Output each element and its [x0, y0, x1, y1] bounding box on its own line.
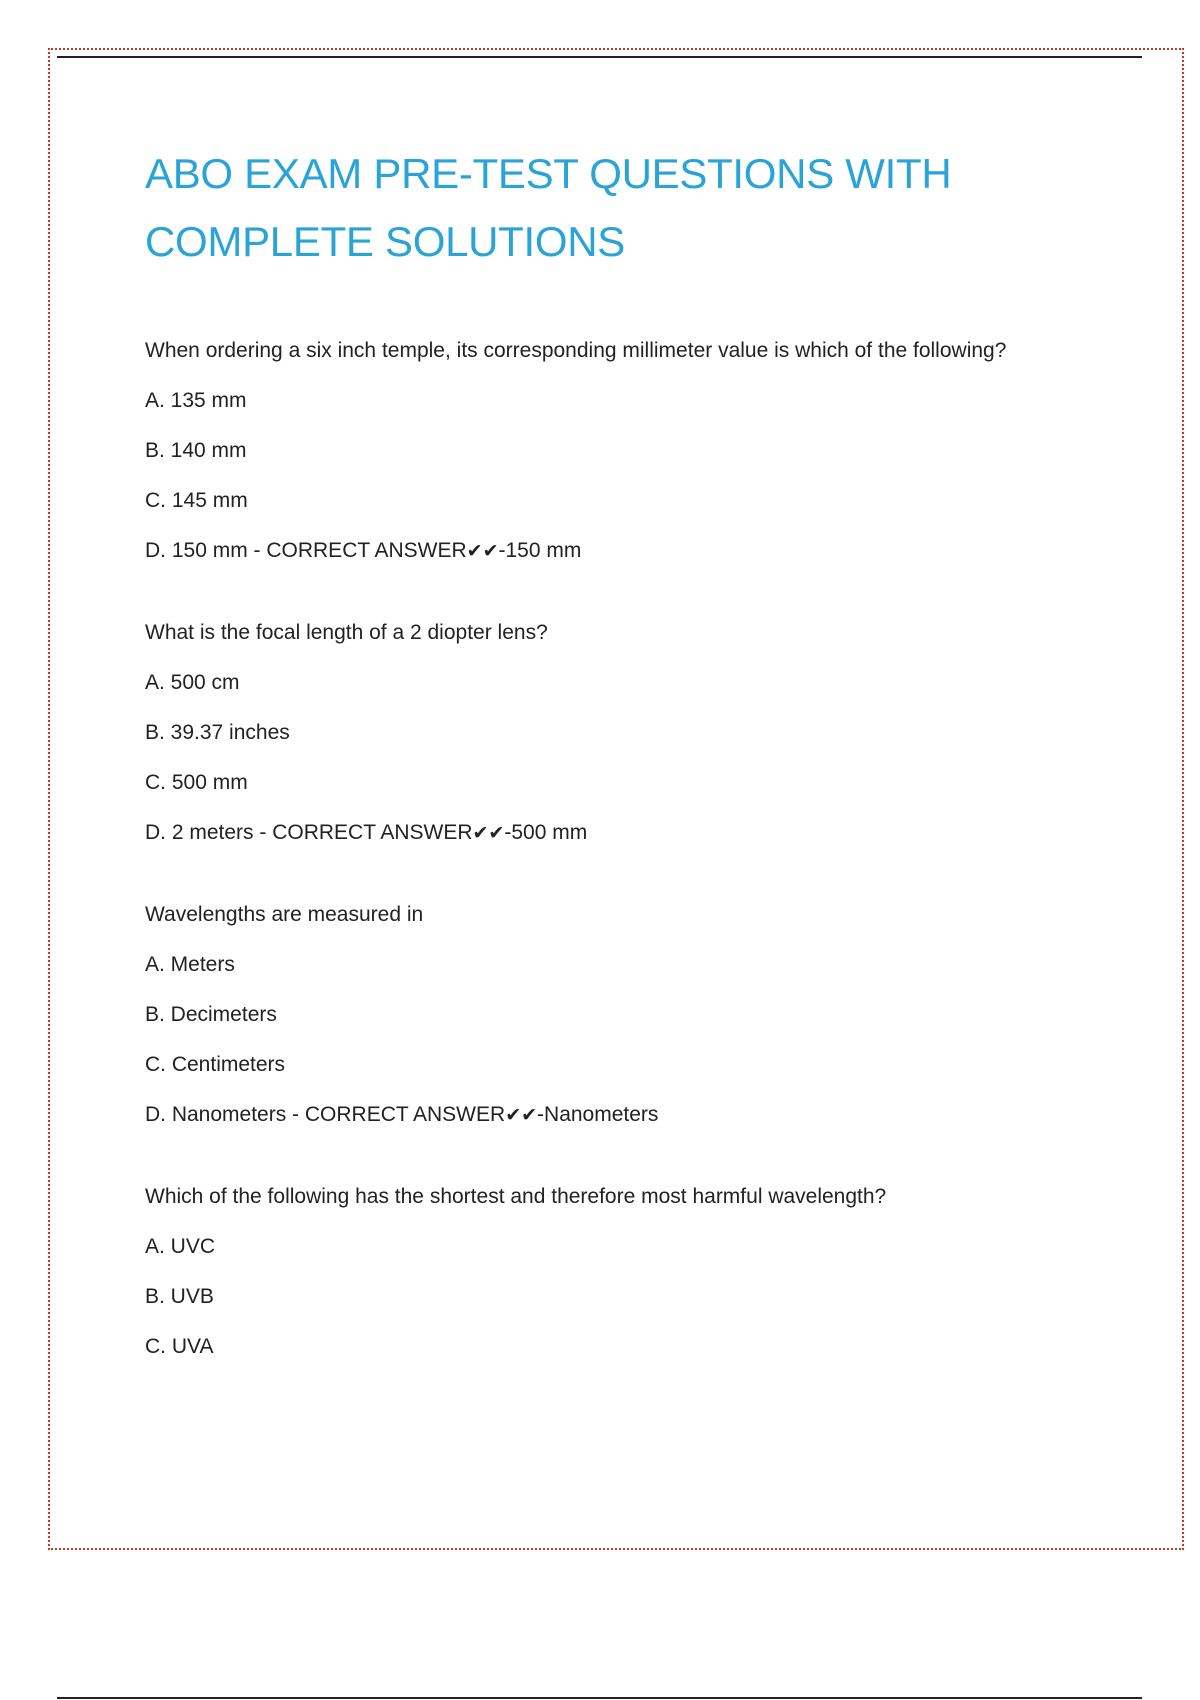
option-c: C. 145 mm [145, 489, 248, 512]
option-c: C. UVA [145, 1335, 214, 1358]
option-d-text: D. Nanometers - CORRECT ANSWER [145, 1103, 506, 1126]
question-text: What is the focal length of a 2 diopter lens? [145, 621, 548, 644]
bottom-rule [57, 1697, 1142, 1699]
option-b: B. UVB [145, 1285, 214, 1308]
title-line-2: COMPLETE SOLUTIONS [145, 218, 626, 265]
checkmark-icon: ✔✔ [472, 822, 505, 844]
question-block-3 [145, 900, 1105, 1130]
document-content [145, 140, 1105, 1362]
option-b: B. 39.37 inches [145, 721, 290, 744]
question-block-2 [145, 618, 1105, 848]
top-rule [57, 56, 1142, 58]
option-b: B. 140 mm [145, 439, 247, 462]
option-d-text: D. 150 mm - CORRECT ANSWER [145, 539, 467, 562]
option-d-with-answer [145, 536, 1105, 566]
option-a: A. 500 cm [145, 671, 240, 694]
title-line-1: ABO EXAM PRE-TEST QUESTIONS WITH [145, 150, 952, 197]
option-a: A. UVC [145, 1235, 216, 1258]
option-c: C. Centimeters [145, 1053, 286, 1076]
question-text: When ordering a six inch temple, its corresponding millimeter value is which of the following? [145, 339, 1007, 362]
correct-answer-value: -Nanometers [537, 1103, 659, 1126]
option-a: A. Meters [145, 953, 235, 976]
option-d-text: D. 2 meters - CORRECT ANSWER [145, 821, 473, 844]
option-d-with-answer [145, 1100, 1105, 1130]
option-c: C. 500 mm [145, 771, 248, 794]
checkmark-icon: ✔✔ [505, 1104, 538, 1126]
question-text: Wavelengths are measured in [145, 903, 424, 926]
question-text: Which of the following has the shortest and therefore most harmful wavelength? [145, 1185, 887, 1208]
correct-answer-value: -500 mm [504, 821, 588, 844]
option-d-with-answer [145, 818, 1105, 848]
question-block-4 [145, 1182, 1105, 1362]
question-block-1 [145, 336, 1105, 566]
document-title [145, 140, 1105, 276]
option-a: A. 135 mm [145, 389, 247, 412]
checkmark-icon: ✔✔ [466, 540, 499, 562]
option-b: B. Decimeters [145, 1003, 277, 1026]
correct-answer-value: -150 mm [498, 539, 582, 562]
